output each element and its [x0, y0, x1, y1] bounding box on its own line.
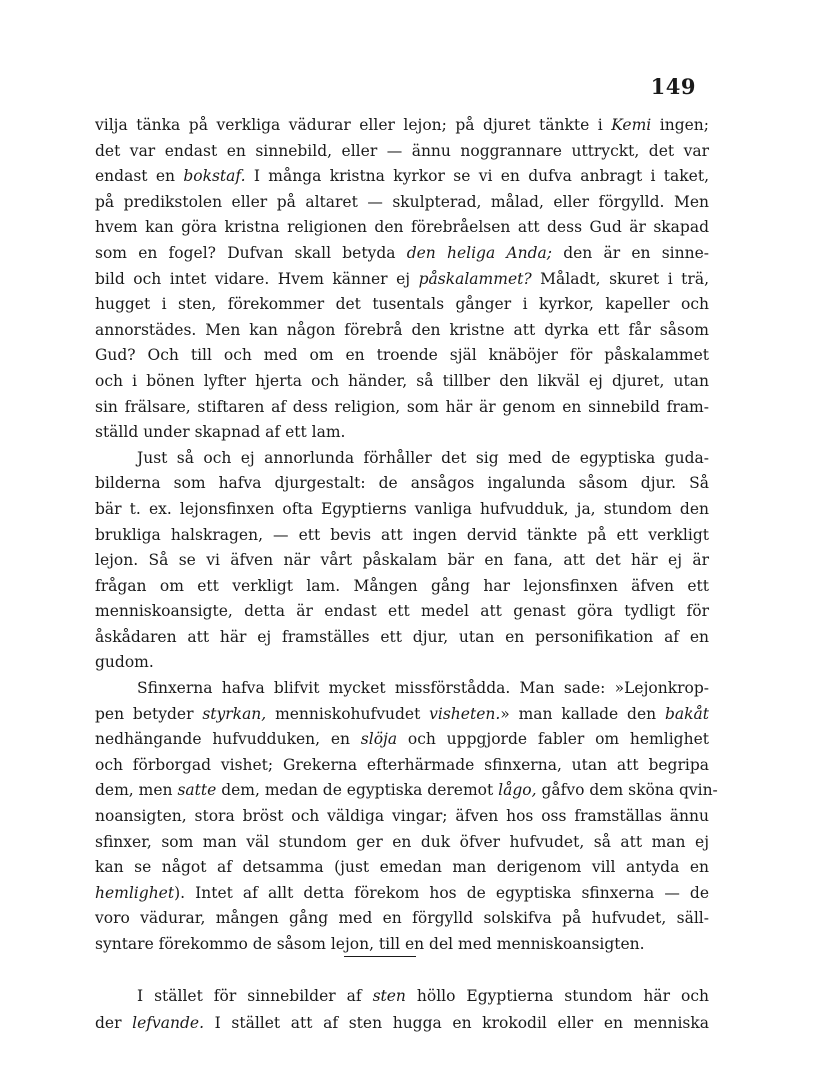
text-run: kan se något af detsamma (just emedan man derigenom vill antyda en — [95, 858, 709, 877]
text-line — [95, 1010, 709, 1037]
italic-text: bokstaf. — [183, 167, 246, 186]
text-run: lejon. Så se vi äfven när vårt påskalam bär en fana, att det här ej är — [95, 551, 709, 570]
text-run: annorstädes. Men kan någon förebrå den kristne att dyrka ett får såsom — [95, 320, 709, 339]
text-run: åskådaren att här ej framställes ett djur, utan en personifikation af en — [95, 627, 709, 646]
text-line — [95, 676, 709, 702]
text-line — [95, 906, 709, 932]
italic-text: Kemi — [611, 116, 652, 134]
text-line — [95, 139, 709, 165]
text-run: endast en — [95, 167, 184, 186]
text-run: hvem kan göra kristna religionen den förebråelsen att dess Gud är skapad — [95, 218, 709, 237]
text-run: I stället att af sten hugga en krokodil eller en menniska — [204, 1013, 709, 1032]
text-line — [95, 983, 709, 1010]
text-run: vilja tänka på verkliga vädurar eller lejon; på djuret tänkte i — [95, 116, 612, 134]
text-line — [95, 727, 709, 753]
text-line — [95, 650, 709, 676]
text-line — [95, 292, 709, 318]
text-line — [95, 830, 709, 856]
text-line — [95, 318, 709, 344]
text-run: höllo Egyptierna stundom här och — [405, 987, 709, 1005]
text-run: pen betyder — [95, 704, 203, 723]
text-run: der — [95, 1013, 133, 1032]
text-run: menniskohufvudet — [266, 704, 430, 723]
text-line — [95, 753, 709, 779]
text-run: dem, medan de egyptiska deremot — [216, 781, 499, 800]
italic-text: sten — [372, 987, 406, 1005]
text-line — [95, 164, 709, 190]
text-run: sfinxer, som man väl stundom ger en duk öfver hufvudet, så att man ej — [95, 832, 709, 851]
text-line — [95, 523, 709, 549]
text-run: som en fogel? Dufvan skall betyda — [95, 243, 407, 262]
text-run: gåfvo dem sköna qvin- — [536, 781, 718, 800]
text-run: noansigten, stora bröst och väldiga vingar; äfven hos oss framställas ännu — [95, 807, 709, 826]
text-run: menniskoansigte, detta är endast ett medel att genast göra tydligt för — [95, 602, 709, 621]
text-run: bild och intet vidare. Hvem känner ej — [95, 269, 419, 288]
section-text — [95, 983, 709, 1036]
italic-text: lågo, — [498, 781, 537, 800]
text-line — [95, 343, 709, 369]
text-run: » man kallade den — [500, 704, 665, 723]
italic-text: hemlighet — [95, 883, 175, 902]
italic-text: den heliga Anda; — [406, 243, 552, 262]
italic-text: satte — [177, 781, 217, 800]
text-line — [95, 778, 718, 804]
text-line — [95, 702, 709, 728]
text-run: brukliga halskragen, — ett bevis att ingen dervid tänkte på ett verkligt — [95, 525, 709, 544]
text-run: bilderna som hafva djurgestalt: de ansågos ingalunda såsom djur. Så — [95, 474, 709, 493]
text-run: Sfinxerna hafva blifvit mycket missförstådda. Man sade: »Lejonkrop- — [137, 679, 709, 698]
text-run: dem, men — [95, 781, 178, 800]
text-run: Måladt, skuret i trä, — [531, 269, 709, 288]
text-line — [95, 215, 709, 241]
text-line — [95, 369, 709, 395]
text-run: gudom. — [95, 653, 154, 672]
text-line — [95, 855, 709, 881]
text-line — [95, 599, 709, 625]
text-line — [95, 497, 709, 523]
text-line — [95, 446, 709, 472]
text-line — [95, 932, 709, 958]
text-run: I stället för sinnebilder af — [137, 987, 373, 1005]
text-line — [95, 548, 709, 574]
text-run: på predikstolen eller på altaret — skulpterad, målad, eller förgylld. Men — [95, 192, 709, 211]
text-run: det var endast en sinnebild, eller — ännu noggrannare uttryckt, det var — [95, 141, 709, 160]
text-line — [95, 881, 709, 907]
text-run: Just så och ej annorlunda förhåller det sig med de egyptiska guda- — [137, 448, 709, 467]
text-run: nedhängande hufvudduken, en — [95, 730, 361, 749]
text-line — [95, 471, 709, 497]
text-run: och förborgad vishet; Grekerna efterhärmade sfinxerna, utan att begripa — [95, 755, 709, 774]
text-run: den är en sinne- — [551, 243, 709, 262]
section-divider — [344, 956, 416, 957]
italic-text: styrkan, — [202, 704, 267, 723]
italic-text: påskalammet? — [418, 269, 532, 288]
text-run: ). Intet af allt detta förekom hos de egyptiska sfinxerna — de — [174, 883, 709, 902]
text-run: syntare förekommo de såsom lejon, till en del med menniskoansigten. — [95, 935, 645, 953]
text-run: I många kristna kyrkor se vi en dufva anbragt i taket, — [245, 167, 709, 186]
text-line — [95, 804, 709, 830]
italic-text: visheten. — [429, 704, 501, 723]
text-line — [95, 113, 709, 139]
text-line — [95, 241, 709, 267]
text-line — [95, 395, 709, 421]
body-text — [95, 113, 718, 958]
text-run: voro vädurar, mången gång med en förgylld solskifva på hufvudet, säll- — [95, 909, 709, 928]
italic-text: slöja — [360, 730, 398, 749]
text-line — [95, 420, 709, 446]
page-number: 149 — [650, 74, 696, 99]
italic-text: lefvande. — [132, 1013, 205, 1032]
text-run: och i bönen lyfter hjerta och händer, så tillber den likväl ej djuret, utan — [95, 371, 709, 390]
text-line — [95, 267, 709, 293]
text-run: hugget i sten, förekommer det tusentals gånger i kyrkor, kapeller och — [95, 295, 709, 314]
text-run: bär t. ex. lejonsfinxen ofta Egyptierns vanliga hufvudduk, ja, stundom den — [95, 499, 709, 518]
text-run: och uppgjorde fabler om hemlighet — [397, 730, 709, 749]
text-line — [95, 625, 709, 651]
text-line — [95, 190, 709, 216]
text-run: ingen; — [651, 116, 710, 134]
text-run: frågan om ett verkligt lam. Mången gång har lejonsfinxen äfven ett — [95, 576, 709, 595]
text-run: ställd under skapnad af ett lam. — [95, 423, 346, 442]
text-run: Gud? Och till och med om en troende själ knäböjer för påskalammet — [95, 346, 709, 365]
text-run: sin frälsare, stiftaren af dess religion, som här är genom en sinnebild fram- — [95, 397, 709, 416]
italic-text: bakåt — [664, 704, 709, 723]
text-line — [95, 574, 709, 600]
